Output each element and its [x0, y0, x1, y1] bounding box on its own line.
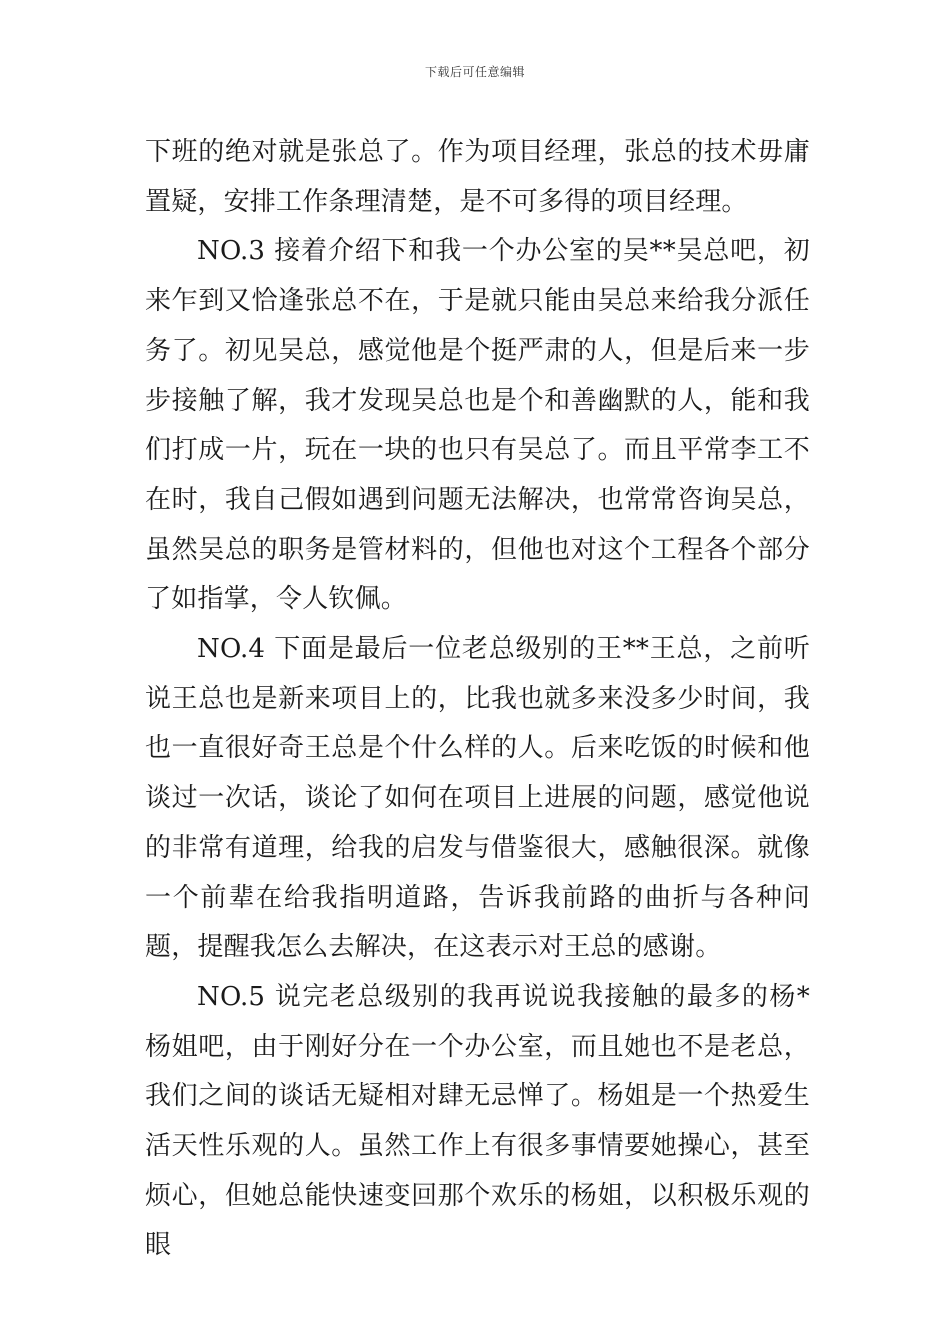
- document-body: [145, 128, 810, 1271]
- paragraph-no5: NO.5 说完老总级别的我再说说我接触的最多的杨*杨姐吧，由于刚好分在一个办公室，而且她也不是老总，我们之间的谈话无疑相对肆无忌惮了。杨姐是一个热爱生活天性乐观的人。虽然工作上有很多事情要她操心，甚至烦心，但她总能快速变回那个欢乐的杨姐，以积极乐观的眼: [145, 981, 810, 1261]
- paragraph-continuation: 下班的绝对就是张总了。作为项目经理，张总的技术毋庸置疑，安排工作条理清楚，是不可多得的项目经理。: [145, 137, 810, 217]
- paragraph-no4: NO.4 下面是最后一位老总级别的王**王总，之前听说王总也是新来项目上的，比我也就多来没多少时间，我也一直很好奇王总是个什么样的人。后来吃饭的时候和他谈过一次话，谈论了如何在项目上进展的问题，感觉他说的非常有道理，给我的启发与借鉴很大，感触很深。就像一个前辈在给我指明道路，告诉我前路的曲折与各种问题，提醒我怎么去解决，在这表示对王总的感谢。: [145, 634, 810, 963]
- page-header-note: 下载后可任意编辑: [424, 65, 525, 79]
- paragraph-no3: NO.3 接着介绍下和我一个办公室的吴**吴总吧，初来乍到又恰逢张总不在，于是就只能由吴总来给我分派任务了。初见吴总，感觉他是个挺严肃的人，但是后来一步步接触了解，我才发现吴总也是个和善幽默的人，能和我们打成一片，玩在一块的也只有吴总了。而且平常李工不在时，我自己假如遇到问题无法解决，也常常咨询吴总，虽然吴总的职务是管材料的，但他也对这个工程各个部分了如指掌，令人钦佩。: [145, 236, 810, 615]
